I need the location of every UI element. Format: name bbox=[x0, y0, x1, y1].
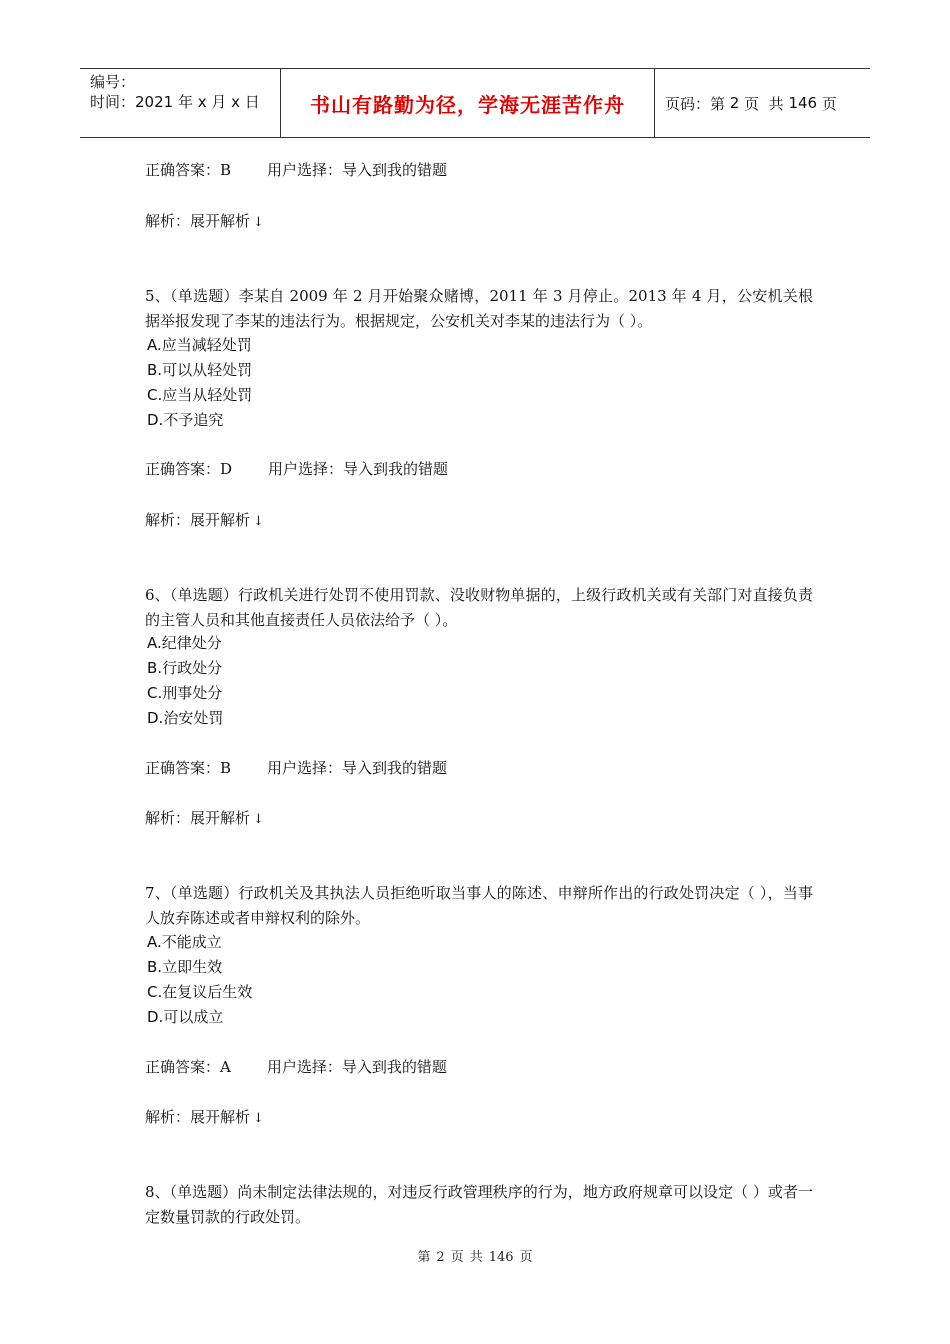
user-choice[interactable]: 用户选择：导入到我的错题 bbox=[267, 759, 448, 777]
option-b[interactable]: B.可以从轻处罚 bbox=[147, 361, 253, 379]
option-d[interactable]: D.可以成立 bbox=[147, 1008, 224, 1026]
footer-page-number: 2 bbox=[436, 1250, 445, 1265]
analysis-toggle[interactable] bbox=[145, 211, 264, 233]
option-c[interactable]: C.刑事处分 bbox=[147, 684, 223, 702]
user-choice[interactable]: 用户选择：导入到我的错题 bbox=[268, 460, 449, 478]
user-choice[interactable]: 用户选择：导入到我的错题 bbox=[267, 161, 448, 179]
footer-page-total: 146 bbox=[488, 1250, 514, 1265]
serial-label: 编号： bbox=[90, 73, 136, 91]
analysis-toggle[interactable] bbox=[145, 510, 264, 532]
answer-row bbox=[145, 459, 448, 479]
page-header bbox=[80, 68, 870, 138]
page-footer: 第 2 页 共 146 页 bbox=[417, 1250, 533, 1265]
option-a[interactable]: A.纪律处分 bbox=[147, 634, 222, 652]
correct-answer: 正确答案：D bbox=[145, 460, 233, 478]
time-label: 时间：2021 年 x 月 x 日 bbox=[90, 93, 260, 111]
down-arrow-icon: ↓ bbox=[253, 514, 264, 529]
analysis-label: 解析：展开解析 bbox=[145, 809, 251, 827]
analysis-label: 解析：展开解析 bbox=[145, 212, 251, 230]
down-arrow-icon: ↓ bbox=[253, 1111, 264, 1126]
analysis-label: 解析：展开解析 bbox=[145, 511, 251, 529]
correct-answer: 正确答案：A bbox=[145, 1058, 231, 1076]
question-stem: 7、（单选题）行政机关及其执法人员拒绝听取当事人的陈述、申辩所作出的行政处罚决定（ ），当事人放弃陈述或者申辩权利的除外。 bbox=[145, 884, 813, 927]
header-meta bbox=[80, 69, 281, 137]
option-c[interactable]: C.在复议后生效 bbox=[147, 983, 253, 1001]
analysis-toggle[interactable] bbox=[145, 808, 264, 830]
option-d[interactable]: D.不予追究 bbox=[147, 411, 224, 429]
answer-row bbox=[145, 758, 447, 778]
question-stem: 8、（单选题）尚未制定法律法规的，对违反行政管理秩序的行为，地方政府规章可以设定（ ）或者一定数量罚款的行政处罚。 bbox=[145, 1183, 813, 1226]
analysis-toggle[interactable] bbox=[145, 1107, 264, 1129]
option-b[interactable]: B.立即生效 bbox=[147, 958, 223, 976]
option-c[interactable]: C.应当从轻处罚 bbox=[147, 386, 253, 404]
header-page-number: 2 bbox=[729, 94, 740, 112]
answer-row bbox=[145, 160, 447, 180]
option-a[interactable]: A.应当减轻处罚 bbox=[147, 336, 252, 354]
correct-answer: 正确答案：B bbox=[145, 161, 232, 179]
question-stem: 5、（单选题）李某自 2009 年 2 月开始聚众赌博，2011 年 3 月停止。2013 年 4 月，公安机关根据举报发现了李某的违法行为。根据规定，公安机关对李某的违法行为（ ）。 bbox=[145, 287, 813, 330]
header-page-info: 页码：第 2 页 共 146 页 bbox=[665, 94, 837, 113]
header-motto: 书山有路勤为径，学海无涯苦作舟 bbox=[281, 69, 655, 137]
down-arrow-icon: ↓ bbox=[253, 215, 264, 230]
correct-answer: 正确答案：B bbox=[145, 759, 232, 777]
answer-row bbox=[145, 1057, 447, 1077]
option-a[interactable]: A.不能成立 bbox=[147, 933, 222, 951]
down-arrow-icon: ↓ bbox=[253, 812, 264, 827]
option-b[interactable]: B.行政处分 bbox=[147, 659, 223, 677]
option-d[interactable]: D.治安处罚 bbox=[147, 709, 224, 727]
analysis-label: 解析：展开解析 bbox=[145, 1108, 251, 1126]
header-page-total: 146 bbox=[788, 94, 818, 112]
user-choice[interactable]: 用户选择：导入到我的错题 bbox=[266, 1058, 447, 1076]
question-stem: 6、（单选题）行政机关进行处罚不使用罚款、没收财物单据的，上级行政机关或有关部门对直接负责的主管人员和其他直接责任人员依法给予（ ）。 bbox=[145, 586, 813, 629]
